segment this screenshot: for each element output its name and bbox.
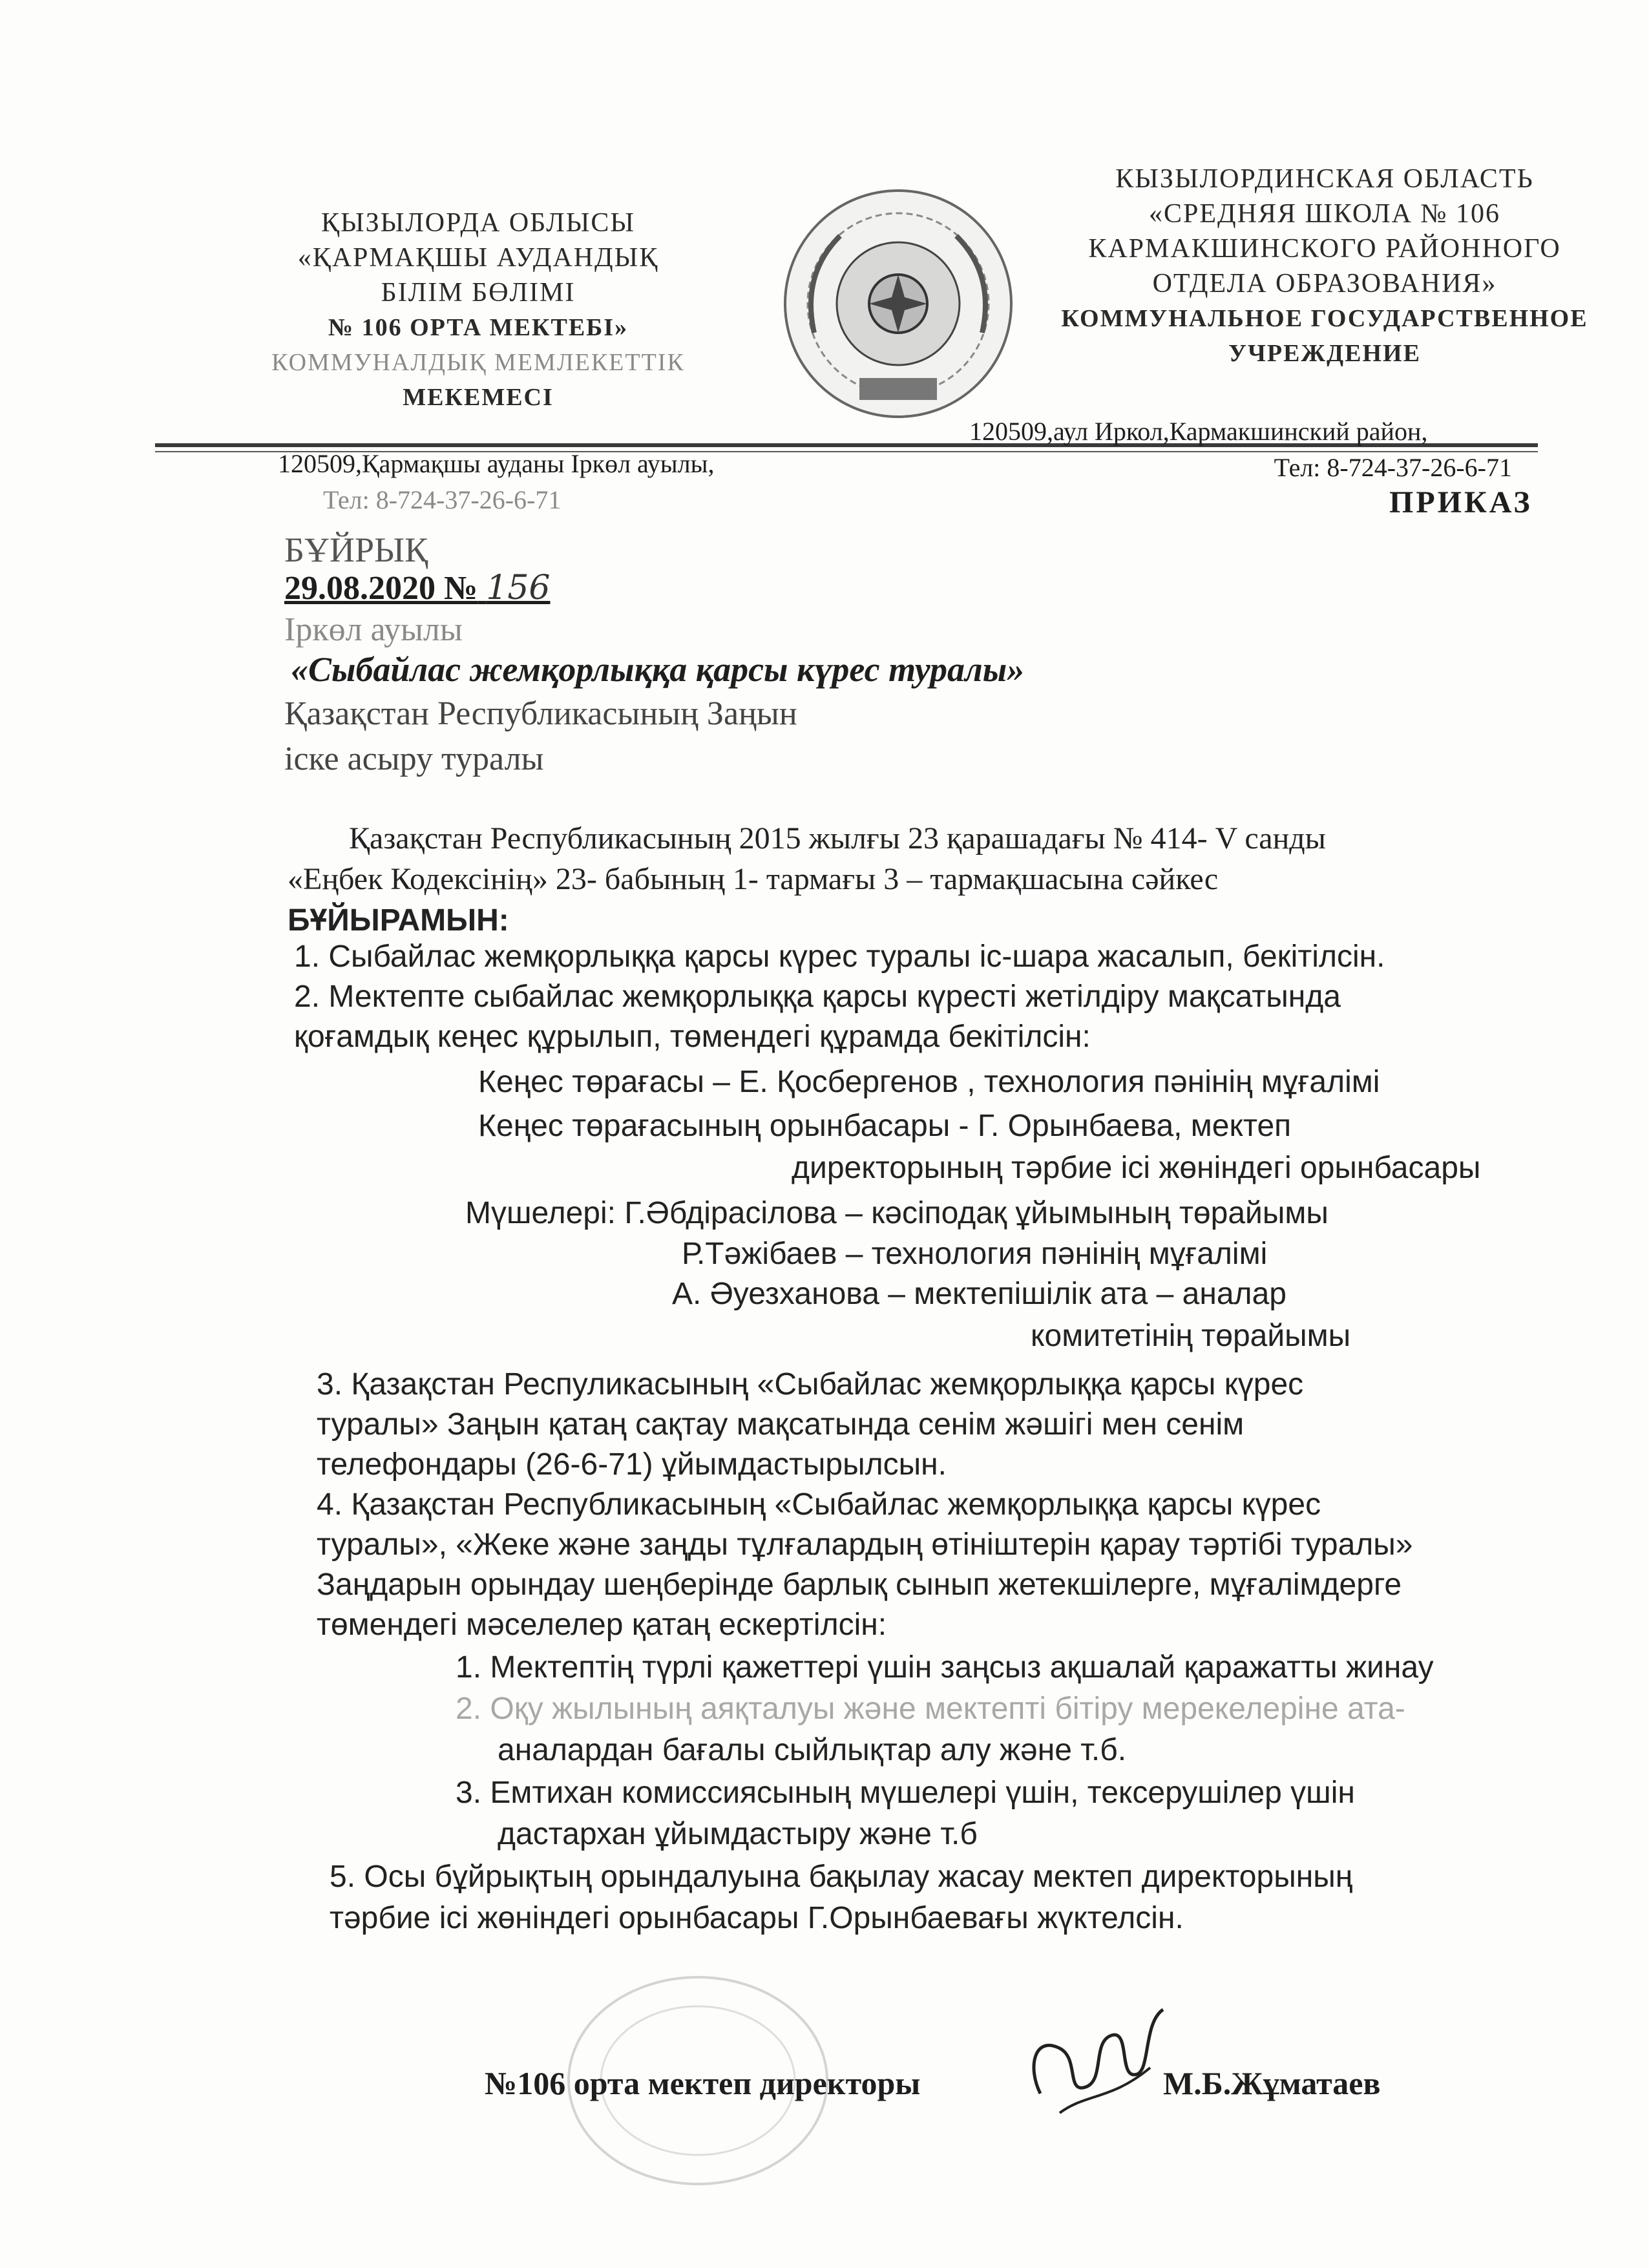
- para4-line2: туралы», «Жеке және заңды тұлғалардың өтініштерін қарау тәртібі туралы»: [317, 1528, 1413, 1562]
- place: Іркөл ауылы: [284, 611, 463, 648]
- list-item-3-line1: 3. Емтихан комиссиясының мүшелері үшін, тексерушілер үшін: [456, 1776, 1355, 1810]
- order-word: БҰЙЫРАМЫН:: [288, 903, 509, 938]
- header-right-line4: ОТДЕЛА ОБРАЗОВАНИЯ»: [1152, 269, 1497, 299]
- para3-line3: телефондары (26-6-71) ұйымдастырылсын.: [317, 1447, 947, 1482]
- para2-line2: қоғамдық кеңес құрылып, төмендегі құрамда бекітілсін:: [294, 1020, 1091, 1054]
- list-item-3-line2: дастархан ұйымдастыру және т.б: [498, 1817, 978, 1851]
- header-left: [233, 205, 724, 415]
- header-right-line5: КОММУНАЛЬНОЕ ГОСУДАРСТВЕННОЕ: [1061, 305, 1588, 332]
- para4-line4: төмендегі мәселелер қатаң ескертілсін:: [317, 1608, 887, 1642]
- intro-line2: «Еңбек Кодексінің» 23- бабының 1- тармағы 3 – тармақшасына сәйкес: [288, 862, 1219, 896]
- member-vice-line2: директорының тәрбие ісі жөніндегі орынбасары: [792, 1151, 1481, 1185]
- header-left-line2: «ҚАРМАҚШЫ АУДАНДЫҚ: [297, 243, 659, 273]
- header-left-line4: № 106 ОРТА МЕКТЕБІ»: [328, 314, 629, 341]
- date-number-text: 29.08.2020 №: [284, 570, 478, 607]
- header-right-line6: УЧРЕЖДЕНИЕ: [1228, 340, 1421, 367]
- member-3-line2: комитетінің төрайымы: [1031, 1319, 1351, 1353]
- member-chair: Кеңес төрағасы – Е. Қосбергенов , технология пәнінің мұғалімі: [478, 1065, 1380, 1099]
- handwritten-number: 156: [486, 569, 551, 607]
- para3-line1: 3. Қазақстан Респуликасының «Сыбайлас жемқорлыққа қарсы күрес: [317, 1367, 1304, 1402]
- para5-line2: тәрбие ісі жөніндегі орынбасары Г.Орынбаевағы жүктелсін.: [330, 1901, 1184, 1935]
- para2-line1: 2. Мектепте сыбайлас жемқорлыққа қарсы күресті жетілдіру мақсатында: [294, 980, 1341, 1014]
- title-line1: «Сыбайлас жемқорлыққа қарсы күрес туралы»: [291, 650, 1025, 689]
- member-3-line1: А. Әуезханова – мектепішілік ата – аналар: [672, 1277, 1287, 1311]
- address-right-line1: 120509,аул Иркол,Кармакшинский район,: [969, 417, 1428, 446]
- title-line2: Қазақстан Республикасының Заңын: [284, 695, 797, 732]
- para4-line3: Заңдарын орындау шеңберінде барлық сынып жетекшілерге, мұғалімдерге: [317, 1568, 1402, 1602]
- intro-line1: Қазақстан Республикасының 2015 жылғы 23 қарашадағы № 414- V санды: [349, 821, 1326, 856]
- header-left-line3: БІЛІМ БӨЛІМІ: [381, 278, 576, 308]
- para1: 1. Сыбайлас жемқорлыққа қарсы күрес туралы іс-шара жасалып, бекітілсін.: [294, 940, 1385, 974]
- member-2: Р.Тәжібаев – технология пәнінің мұғалімі: [682, 1237, 1268, 1271]
- address-left: [278, 446, 714, 518]
- para5-line1: 5. Осы бұйрықтың орындалуына бақылау жасау мектеп директорының: [330, 1860, 1353, 1894]
- header-left-line5: КОММУНАЛДЫҚ МЕМЛЕКЕТТІК: [271, 349, 685, 376]
- member-1: Мүшелері: Г.Әбдірасілова – кәсіподақ ұйымының төрайымы: [465, 1196, 1329, 1230]
- state-emblem: [775, 184, 1021, 423]
- list-item-1: 1. Мектептің түрлі қажеттері үшін заңсыз ақшалай қаражатты жинау: [456, 1650, 1434, 1685]
- header-right-line2: «СРЕДНЯЯ ШКОЛА № 106: [1149, 199, 1500, 229]
- prikaz-label: ПРИКАЗ: [1389, 485, 1533, 520]
- address-left-line2: Тел: 8-724-37-26-6-71: [323, 485, 562, 514]
- address-left-line1: 120509,Қармақшы ауданы Іркөл ауылы,: [278, 449, 715, 478]
- date-number: [284, 569, 551, 607]
- title-line3: іске асыру туралы: [284, 740, 544, 777]
- header-left-line1: ҚЫЗЫЛОРДА ОБЛЫСЫ: [321, 208, 635, 238]
- signature-name: М.Б.Жұматаев: [1163, 2065, 1381, 2101]
- para3-line2: туралы» Заңын қатаң сақтау мақсатында сенім жәшігі мен сенім: [317, 1407, 1245, 1442]
- list-item-2-line1: 2. Оқу жылының аяқталуы және мектепті бітіру мерекелеріне ата-: [456, 1692, 1405, 1726]
- header-right-line1: КЫЗЫЛОРДИНСКАЯ ОБЛАСТЬ: [1115, 164, 1534, 194]
- address-right: [969, 414, 1551, 486]
- signature-mark: [1021, 1997, 1189, 2126]
- buiryk-label: БҰЙРЫҚ: [284, 530, 428, 569]
- para4-line1: 4. Қазақстан Республикасының «Сыбайлас жемқорлыққа қарсы күрес: [317, 1487, 1321, 1522]
- list-item-2-line2: аналардан бағалы сыйлықтар алу және т.б.: [498, 1733, 1127, 1767]
- header-right: [1047, 162, 1602, 371]
- member-vice-line1: Кеңес төрағасының орынбасары - Г. Орынбаева, мектеп: [478, 1109, 1292, 1143]
- header-left-line6: МЕКЕМЕСІ: [403, 384, 554, 411]
- signature-title: №106 орта мектеп директоры: [485, 2065, 921, 2101]
- header-right-line3: КАРМАКШИНСКОГО РАЙОННОГО: [1088, 234, 1561, 264]
- address-right-line2: Тел: 8-724-37-26-6-71: [1274, 453, 1512, 482]
